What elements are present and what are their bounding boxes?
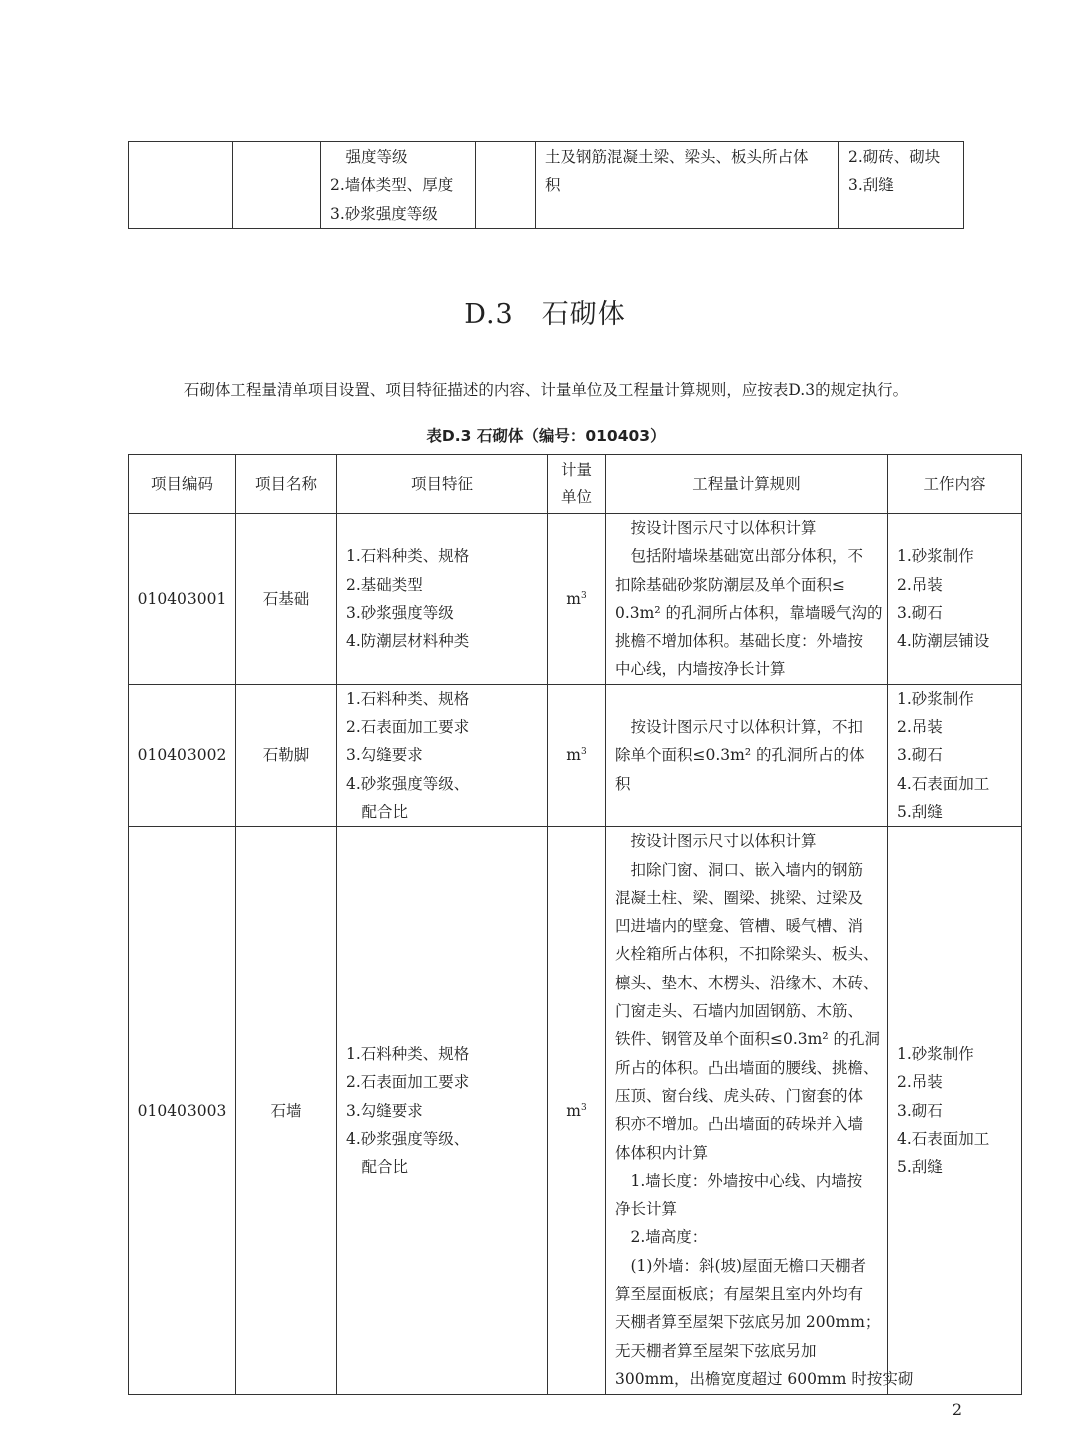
unit-base: m: [566, 589, 581, 608]
feature-line: 2.石表面加工要求: [346, 718, 470, 737]
intro-paragraph: 石砌体工程量清单项目设置、项目特征描述的内容、计量单位及工程量计算规则，应按表D.3的规定执行。: [183, 381, 909, 399]
cont-work-line: 2.砌砖、砌块: [848, 148, 941, 166]
header-code: 项目编码: [129, 455, 236, 514]
feature-line: 配合比: [361, 1158, 409, 1177]
section-title: D.3 石砌体: [464, 299, 626, 330]
unit-exponent: 3: [580, 590, 587, 601]
row-features: [337, 827, 548, 1395]
header-unit-line1: 计量: [560, 461, 592, 479]
work-line: 4.石表面加工: [897, 1129, 990, 1148]
stone-masonry-table: [128, 454, 1022, 1395]
cont-feature-line: 3.砂浆强度等级: [330, 204, 438, 223]
feature-line: 2.石表面加工要求: [346, 1073, 470, 1092]
header-unit-line2: 单位: [560, 488, 592, 506]
rule-line: 除单个面积≤0.3m² 的孔洞所占的体: [615, 746, 865, 765]
work-line: 3.砌石: [897, 603, 943, 622]
rule-line: 按设计图示尺寸以体积计算: [630, 519, 817, 537]
cont-feature-line: 2.墙体类型、厚度: [330, 176, 454, 195]
header-unit: [548, 455, 606, 514]
work-line: 2.吊装: [897, 718, 943, 737]
rule-line: 所占的体积。凸出墙面的腰线、挑檐、: [615, 1058, 879, 1077]
rule-line: 檩头、垫木、木楞头、沿缘木、木砖、: [615, 973, 879, 992]
work-line: 5.刮缝: [897, 1158, 943, 1177]
feature-line: 4.砂浆强度等级、: [346, 1129, 470, 1148]
row-features: [337, 684, 548, 826]
feature-line: 4.防潮层材料种类: [346, 632, 470, 651]
header-work: 工作内容: [888, 455, 1022, 514]
row-features: [337, 514, 548, 685]
row-work: [888, 827, 1022, 1395]
row-work: [888, 514, 1022, 685]
header-rule: 工程量计算规则: [606, 455, 888, 514]
work-line: 4.石表面加工: [897, 774, 990, 793]
work-line: 2.吊装: [897, 1073, 943, 1092]
feature-line: 3.勾缝要求: [346, 1101, 423, 1120]
table-row: [129, 514, 1022, 685]
unit-base: m: [566, 1101, 581, 1120]
rule-line: 压顶、窗台线、虎头砖、门窗套的体: [615, 1086, 864, 1105]
rule-line: 0.3m² 的孔洞所占体积，靠墙暖气沟的: [615, 603, 883, 622]
row-name: 石勒脚: [236, 684, 337, 826]
rule-line: 300mm，出檐宽度超过 600mm 时按实砌: [615, 1369, 914, 1388]
header-feature: 项目特征: [337, 455, 548, 514]
rule-line: 积: [615, 774, 631, 793]
row-rule: [606, 514, 888, 685]
row-work: [888, 684, 1022, 826]
row-rule: [606, 684, 888, 826]
row-name: 石墙: [236, 827, 337, 1395]
work-line: 2.吊装: [897, 575, 943, 594]
rule-line: 凹进墙内的壁龛、管槽、暖气槽、消: [615, 917, 864, 936]
row-unit: [548, 514, 606, 685]
rule-line: 体体积内计算: [615, 1143, 709, 1162]
cont-rule-line: 土及钢筋混凝土梁、梁头、板头所占体: [545, 148, 809, 166]
rule-line: 中心线，内墙按净长计算: [615, 660, 786, 679]
rule-line: 无天棚者算至屋架下弦底另加: [615, 1341, 817, 1360]
feature-line: 1.石料种类、规格: [346, 1045, 470, 1064]
work-line: 1.砂浆制作: [897, 689, 974, 708]
feature-line: 1.石料种类、规格: [346, 689, 470, 708]
feature-line: 1.石料种类、规格: [346, 547, 470, 566]
work-line: 3.砌石: [897, 1101, 943, 1120]
row-code: 010403003: [129, 827, 236, 1395]
continued-table: [128, 141, 964, 229]
table-row: [129, 684, 1022, 826]
header-row: [129, 455, 1022, 514]
unit-exponent: 3: [580, 1102, 587, 1113]
feature-line: 3.勾缝要求: [346, 746, 423, 765]
table-row: [129, 827, 1022, 1395]
page-number: 2: [951, 1400, 962, 1419]
work-line: 4.防潮层铺设: [897, 632, 990, 651]
work-line: 1.砂浆制作: [897, 547, 974, 566]
rule-line: 门窗走头、石墙内加固钢筋、木筋、: [615, 1002, 864, 1021]
feature-line: 2.基础类型: [346, 575, 423, 594]
work-line: 5.刮缝: [897, 802, 943, 821]
cont-code-cell: [129, 142, 233, 229]
rule-line: 扣除门窗、洞口、嵌入墙内的钢筋: [630, 860, 864, 879]
work-line: 3.砌石: [897, 746, 943, 765]
row-rule: [606, 827, 914, 1395]
feature-line: 配合比: [361, 802, 409, 821]
row-unit: [548, 827, 606, 1395]
rule-line: 2.墙高度：: [630, 1228, 708, 1247]
feature-line: 4.砂浆强度等级、: [346, 774, 470, 793]
feature-line: 3.砂浆强度等级: [346, 603, 454, 622]
row-name: 石基础: [236, 514, 337, 685]
row-code: 010403002: [129, 684, 236, 826]
rule-line: (1)外墙：斜(坡)屋面无檐口天棚者: [630, 1256, 867, 1275]
rule-line: 火栓箱所占体积，不扣除梁头、板头、: [615, 945, 879, 964]
rule-line: 混凝土柱、梁、圈梁、挑梁、过梁及: [615, 888, 864, 907]
rule-line: 积亦不增加。凸出墙面的砖垛并入墙: [615, 1115, 864, 1134]
unit-exponent: 3: [580, 747, 587, 758]
work-line: 1.砂浆制作: [897, 1045, 974, 1064]
rule-line: 包括附墙垛基础宽出部分体积，不: [630, 547, 864, 566]
cont-name-cell: [233, 142, 321, 229]
cont-unit-cell: [476, 142, 536, 229]
rule-line: 净长计算: [615, 1200, 678, 1219]
rule-line: 扣除基础砂浆防潮层及单个面积≤: [615, 575, 845, 594]
row-code: 010403001: [129, 514, 236, 685]
cont-work-cell: [839, 142, 964, 229]
cont-rule-line: 积: [545, 176, 561, 195]
rule-line: 算至屋面板底；有屋架且室内外均有: [615, 1285, 864, 1304]
rule-line: 按设计图示尺寸以体积计算: [630, 832, 817, 851]
cont-rule-cell: [536, 142, 839, 229]
rule-line: 挑檐不增加体积。基础长度：外墙按: [615, 632, 864, 651]
table-caption: 表D.3 石砌体（编号：010403）: [426, 427, 666, 445]
row-unit: [548, 684, 606, 826]
cont-feature-cell: [321, 142, 476, 229]
cont-work-line: 3.刮缝: [848, 176, 894, 195]
rule-line: 1.墙长度：外墙按中心线、内墙按: [630, 1171, 863, 1190]
rule-line: 天棚者算至屋架下弦底另加 200mm；: [615, 1313, 881, 1332]
unit-base: m: [566, 746, 581, 765]
header-name: 项目名称: [236, 455, 337, 514]
cont-feature-line: 强度等级: [345, 148, 408, 166]
rule-line: 按设计图示尺寸以体积计算，不扣: [630, 718, 864, 737]
rule-line: 铁件、钢管及单个面积≤0.3m² 的孔洞: [615, 1030, 880, 1049]
